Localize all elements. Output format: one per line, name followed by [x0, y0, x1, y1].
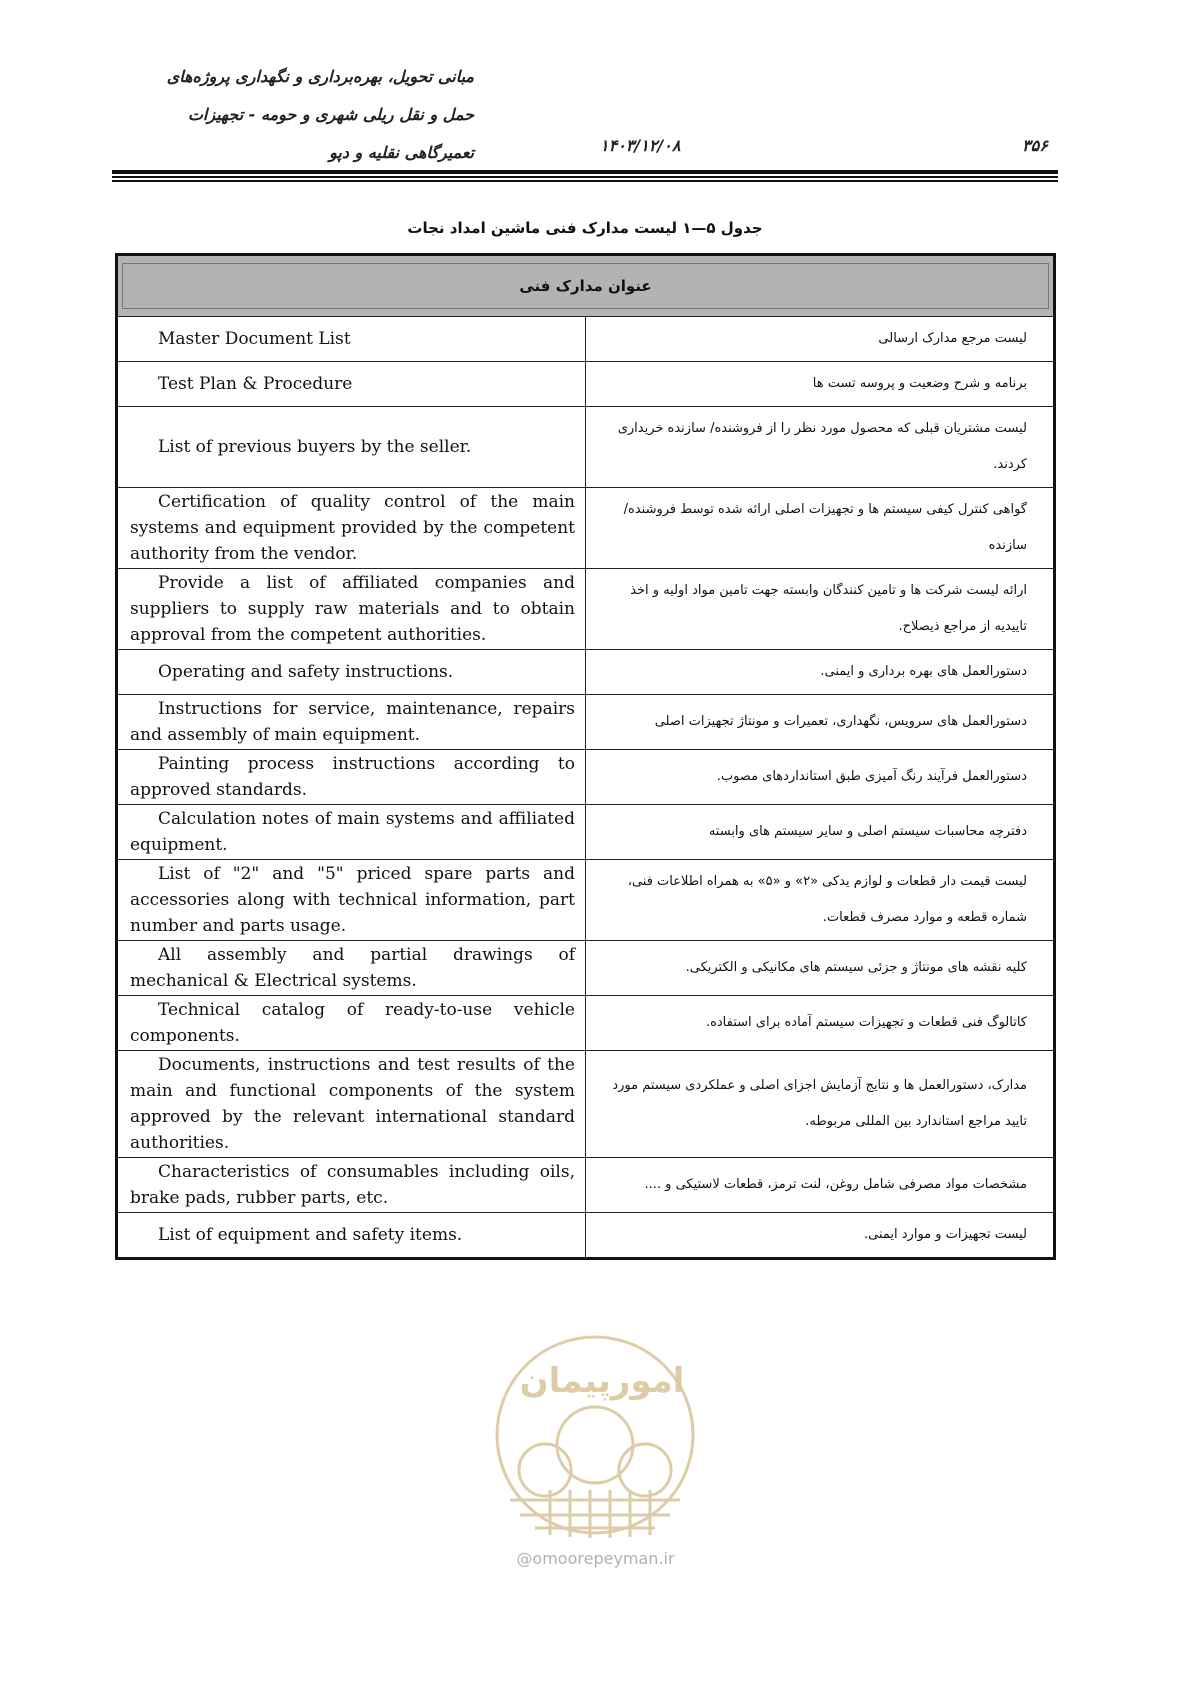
persian-title: کاتالوگ فنی قطعات و تجهیزات سیستم آماده برای استفاده. [705, 1015, 1027, 1030]
persian-title-cell [586, 941, 1055, 996]
english-title-cell [117, 650, 586, 695]
persian-title-cell [586, 407, 1055, 488]
persian-title: برنامه و شرح وضعیت و پروسه تست ها [812, 376, 1027, 391]
persian-title: دفترچه محاسبات سیستم اصلی و سایر سیستم های وابسته [708, 824, 1027, 839]
table-header-cell [117, 255, 1055, 317]
persian-title-cell [586, 317, 1055, 362]
english-title-cell [117, 1051, 586, 1158]
english-title: List of "2" and "5" priced spare parts and accessories along with technical information, part number and parts usage. [130, 864, 575, 936]
persian-title-cell [586, 695, 1055, 750]
header-rule [112, 180, 1058, 182]
persian-title: کلیه نقشه های مونتاژ و جزئی سیستم های مکانیکی و الکتریکی. [685, 960, 1027, 975]
table-row [117, 941, 1055, 996]
book-title-line: مبانی تحویل، بهره‌برداری و نگهداری پروژه‌های [166, 67, 474, 86]
book-title-line: حمل و نقل ریلی شهری و حومه - تجهیزات [187, 105, 474, 124]
book-title [54, 62, 474, 176]
persian-title: دستورالعمل فرآیند رنگ آمیزی طبق استانداردهای مصوب. [716, 769, 1027, 784]
persian-title-cell [586, 1051, 1055, 1158]
english-title-cell [117, 1158, 586, 1213]
watermark-logo [490, 1330, 700, 1540]
persian-title-cell [586, 488, 1055, 569]
english-title: Operating and safety instructions. [158, 662, 454, 682]
persian-title: لیست مرجع مدارک ارسالی [878, 331, 1027, 346]
english-title-cell [117, 996, 586, 1051]
english-title-cell [117, 569, 586, 650]
persian-title: لیست تجهیزات و موارد ایمنی. [864, 1227, 1027, 1242]
english-title: Instructions for service, maintenance, repairs and assembly of main equipment. [130, 699, 575, 745]
english-title: Provide a list of affiliated companies and suppliers to supply raw materials and to obtain approval from the competent authorities. [130, 573, 575, 645]
english-title: Documents, instructions and test results of the main and functional components of the system approved by the relevant international standard authorities. [130, 1055, 575, 1153]
persian-title: لیست قیمت دار قطعات و لوازم یدکی «۲» و «۵» به همراه اطلاعات فنی، شماره قطعه و موارد مصرف قطعات. [627, 874, 1027, 925]
english-title-cell [117, 407, 586, 488]
persian-title: مدارک، دستورالعمل ها و نتایج آزمایش اجزای اصلی و عملکردی سیستم مورد تایید مراجع استاندارد بین المللی مربوطه. [612, 1078, 1027, 1129]
table-row [117, 805, 1055, 860]
table-row [117, 650, 1055, 695]
table-row [117, 750, 1055, 805]
english-title-cell [117, 488, 586, 569]
table-row [117, 407, 1055, 488]
english-title: Calculation notes of main systems and affiliated equipment. [130, 809, 575, 855]
table-caption: جدول ۵—۱ لیست مدارک فنی ماشین امداد نجات [407, 219, 763, 237]
table-row [117, 362, 1055, 407]
english-title-cell [117, 362, 586, 407]
table-row [117, 569, 1055, 650]
persian-title-cell [586, 860, 1055, 941]
english-title: List of equipment and safety items. [158, 1225, 463, 1245]
table-header-row [117, 255, 1055, 317]
table-header-title: عنوان مدارک فنی [122, 263, 1049, 309]
header-rule [112, 170, 1058, 174]
persian-title: مشخصات مواد مصرفی شامل روغن، لنت ترمز، قطعات لاستیکی و .... [644, 1177, 1027, 1192]
english-title: List of previous buyers by the seller. [158, 437, 472, 457]
book-title-line: تعمیرگاهی نقلیه و دپو [329, 143, 474, 162]
header-date: ۱۴۰۳/۱۲/۰۸ [600, 136, 681, 155]
english-title: Certification of quality control of the main systems and equipment provided by the competent authority from the vendor. [130, 492, 575, 564]
english-title: Master Document List [158, 329, 351, 349]
english-title: Test Plan & Procedure [158, 374, 353, 394]
english-title-cell [117, 1213, 586, 1259]
persian-title-cell [586, 569, 1055, 650]
persian-title-cell [586, 805, 1055, 860]
persian-title-cell [586, 1158, 1055, 1213]
table-row [117, 860, 1055, 941]
watermark-logo-text: امورپیمان [519, 1361, 685, 1401]
english-title: Technical catalog of ready-to-use vehicle components. [130, 1000, 575, 1046]
english-title-cell [117, 805, 586, 860]
technical-documents-table [115, 253, 1056, 1260]
english-title-cell [117, 941, 586, 996]
persian-title: ارائه لیست شرکت ها و تامین کنندگان وابسته جهت تامین مواد اولیه و اخذ تاییدیه از مراجع ذیصلاح. [630, 583, 1027, 634]
header-rule [112, 176, 1058, 178]
table-row [117, 1213, 1055, 1259]
watermark-url: @omoorepeyman.ir [516, 1549, 675, 1568]
persian-title: لیست مشتریان قبلی که محصول مورد نظر را از فروشنده/ سازنده خریداری کردند. [617, 421, 1027, 472]
table-row [117, 996, 1055, 1051]
table-row [117, 695, 1055, 750]
table-row [117, 488, 1055, 569]
persian-title-cell [586, 996, 1055, 1051]
persian-title: دستورالعمل های سرویس، نگهداری، تعمیرات و مونتاژ تجهیزات اصلی [654, 714, 1027, 729]
english-title-cell [117, 317, 586, 362]
persian-title-cell [586, 750, 1055, 805]
english-title-cell [117, 860, 586, 941]
english-title: Painting process instructions according to approved standards. [130, 754, 575, 800]
persian-title: گواهی کنترل کیفی سیستم ها و تجهیزات اصلی ارائه شده توسط فروشنده/ سازنده [623, 502, 1027, 553]
persian-title-cell [586, 1213, 1055, 1259]
english-title: All assembly and partial drawings of mechanical & Electrical systems. [130, 945, 575, 991]
page-number: ۳۵۶ [1022, 136, 1048, 155]
table-row [117, 1158, 1055, 1213]
persian-title-cell [586, 650, 1055, 695]
table-row [117, 1051, 1055, 1158]
english-title-cell [117, 750, 586, 805]
persian-title: دستورالعمل های بهره برداری و ایمنی. [820, 664, 1027, 679]
english-title: Characteristics of consumables including oils, brake pads, rubber parts, etc. [130, 1162, 575, 1208]
english-title-cell [117, 695, 586, 750]
persian-title-cell [586, 362, 1055, 407]
table-row [117, 317, 1055, 362]
